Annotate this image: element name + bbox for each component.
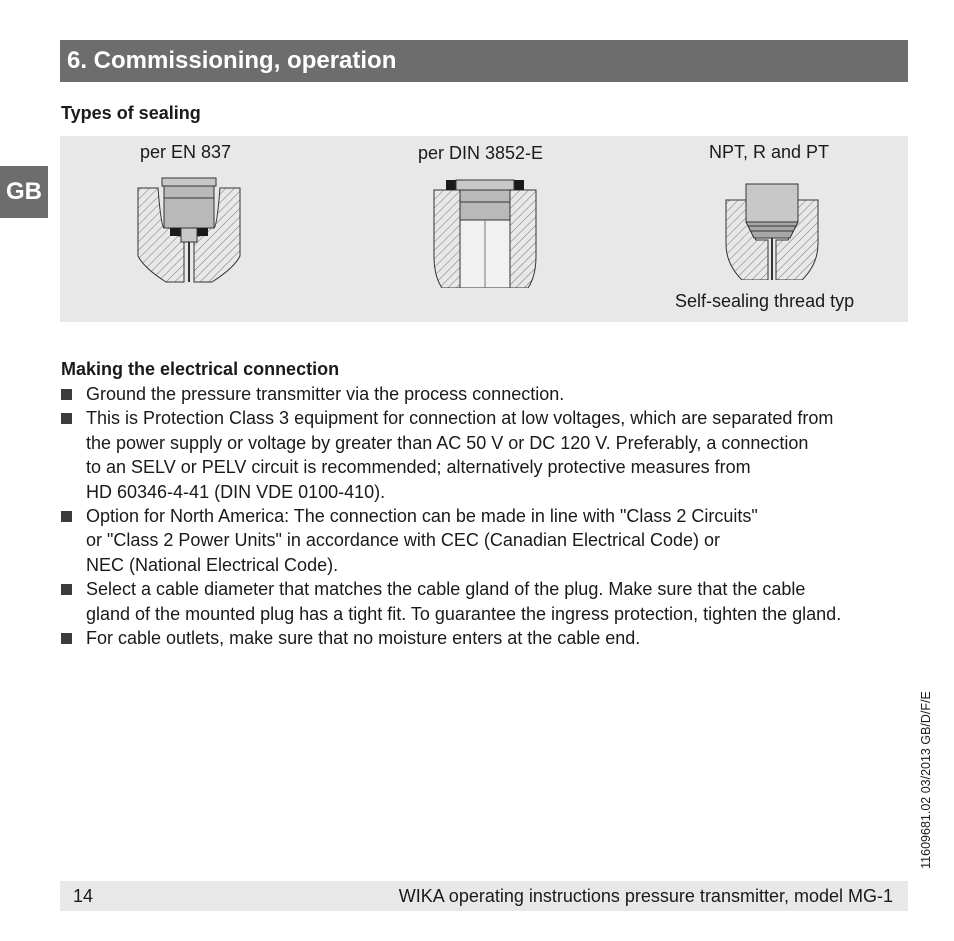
section-header [60, 40, 908, 82]
language-tab: GB [0, 166, 48, 218]
electrical-bullet-list [60, 382, 930, 650]
sealing-label-din3852: per DIN 3852-E [418, 143, 544, 163]
page-number: 14 [73, 886, 94, 906]
page-footer [60, 881, 908, 911]
sealing-label-npt: NPT, R and PT [709, 142, 830, 162]
section-title: 6. Commissioning, operation [67, 47, 397, 74]
bullet-item [60, 577, 930, 626]
sealing-label-en837: per EN 837 [140, 142, 232, 162]
bullet-line: the power supply or voltage by greater than AC 50 V or DC 120 V. Preferably, a connection [86, 432, 809, 453]
sealing-caption-self-sealing: Self-sealing thread typ [675, 291, 855, 311]
bullet-line: gland of the mounted plug has a tight fit. To guarantee the ingress protection, tighten the gland. [86, 603, 842, 624]
bullet-line: NEC (National Electrical Code). [86, 554, 339, 575]
document-code [911, 680, 941, 880]
sealing-heading: Types of sealing [61, 103, 201, 123]
din3852-seal-diagram [432, 176, 538, 288]
bullet-line: For cable outlets, make sure that no moisture enters at the cable end. [86, 628, 641, 649]
bullet-line: or "Class 2 Power Units" in accordance with CEC (Canadian Electrical Code) or [86, 530, 721, 551]
bullet-line: Ground the pressure transmitter via the process connection. [86, 384, 565, 404]
electrical-heading: Making the electrical connection [61, 359, 340, 379]
bullet-line: Option for North America: The connection can be made in line with "Class 2 Circuits" [86, 506, 758, 527]
sealing-panel [60, 136, 908, 322]
bullet-line: Select a cable diameter that matches the cable gland of the plug. Make sure that the cable [86, 579, 806, 600]
bullet-item [60, 626, 930, 650]
npt-seal-diagram [724, 180, 820, 280]
bullet-line: to an SELV or PELV circuit is recommended; alternatively protective measures from [86, 457, 751, 478]
bullet-line: This is Protection Class 3 equipment for connection at low voltages, which are separated from [86, 408, 834, 429]
bullet-item [60, 382, 930, 406]
footer-title: WIKA operating instructions pressure transmitter, model MG-1 [398, 886, 893, 906]
bullet-line: HD 60346-4-41 (DIN VDE 0100-410). [86, 481, 386, 502]
bullet-item [60, 504, 930, 577]
bullet-item [60, 406, 930, 504]
en837-seal-diagram [136, 176, 242, 284]
document-code-text: 11609681.02 03/2013 GB/D/F/E [919, 691, 933, 869]
